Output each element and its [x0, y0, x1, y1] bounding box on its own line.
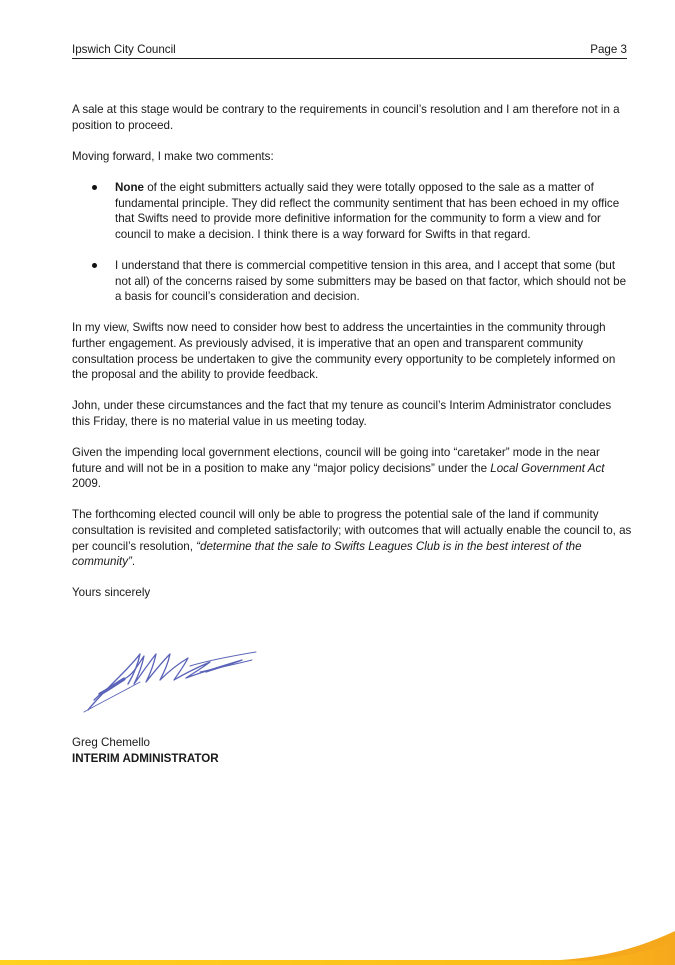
signer-title: INTERIM ADMINISTRATOR — [72, 751, 219, 765]
signer-name: Greg Chemello — [72, 736, 150, 749]
list-item — [115, 180, 632, 242]
paragraph-moving-forward: Moving forward, I make two comments: — [72, 149, 274, 163]
text-run: . — [131, 555, 136, 569]
resolution-quote: “determine that the sale to Swifts Leagues Club is in the best interest of the community” — [72, 539, 582, 569]
page-header — [72, 43, 627, 59]
paragraph-meeting: John, under these circumstances and the fact that my tenure as council’s Interim Administrator concludes this Friday, there is no material value in us meeting today. — [72, 399, 612, 428]
bullet-emphasis: None — [115, 180, 144, 194]
text-run: Given the impending local government elections, council will be going into “caretaker” mode in the near future and will not be in a position to make any “major policy decisions” under the — [72, 446, 600, 475]
text-run: The forthcoming elected council will only be able to progress the potential sale of the land if community consultation is revisited and completed satisfactorily; with outcomes that will actually enable the council to, as per council’s resolution, — [72, 508, 632, 553]
signature-stroke — [94, 654, 242, 700]
paragraph-caretaker — [72, 445, 632, 492]
paragraph-forthcoming-council — [72, 507, 632, 569]
signature-image — [82, 646, 262, 714]
paragraph-sale-contrary: A sale at this stage would be contrary to the requirements in council’s resolution and I am therefore not in a position to proceed. — [72, 103, 620, 132]
closing-salutation: Yours sincerely — [72, 586, 151, 600]
bullet-text: I understand that there is commercial competitive tension in this area, and I accept that some (but not all) of the concerns raised by some submitters may be based on that factor, which should not be a basis for council’s consideration and decision. — [115, 258, 627, 304]
footer-decorative-band — [0, 925, 675, 965]
signature-stroke — [88, 654, 140, 710]
header-page-number: Page 3 — [590, 43, 627, 56]
bullet-text: of the eight submitters actually said they were totally opposed to the sale as a matter of fundamental principle. They did reflect the community sentiment that has been echoed in my office that Swifts need to provide more definitive information for the community to form a view and for council to make a decision. I think there is a way forward for Swifts in that regard. — [115, 180, 620, 241]
signature-block — [72, 735, 372, 766]
text-run: 2009. — [72, 477, 102, 491]
paragraph-community-engagement: In my view, Swifts now need to consider how best to address the uncertainties in the community through further engagement. As previously advised, it is imperative that an open and transparent community consultation process be undertaken to give the community every opportunity to be completely informed on the proposal and the ability to provide feedback. — [72, 321, 616, 382]
comments-list — [72, 180, 632, 305]
header-organization: Ipswich City Council — [72, 43, 176, 56]
letter-body — [72, 102, 632, 617]
act-title: Local Government Act — [490, 461, 605, 475]
list-item — [115, 258, 632, 305]
